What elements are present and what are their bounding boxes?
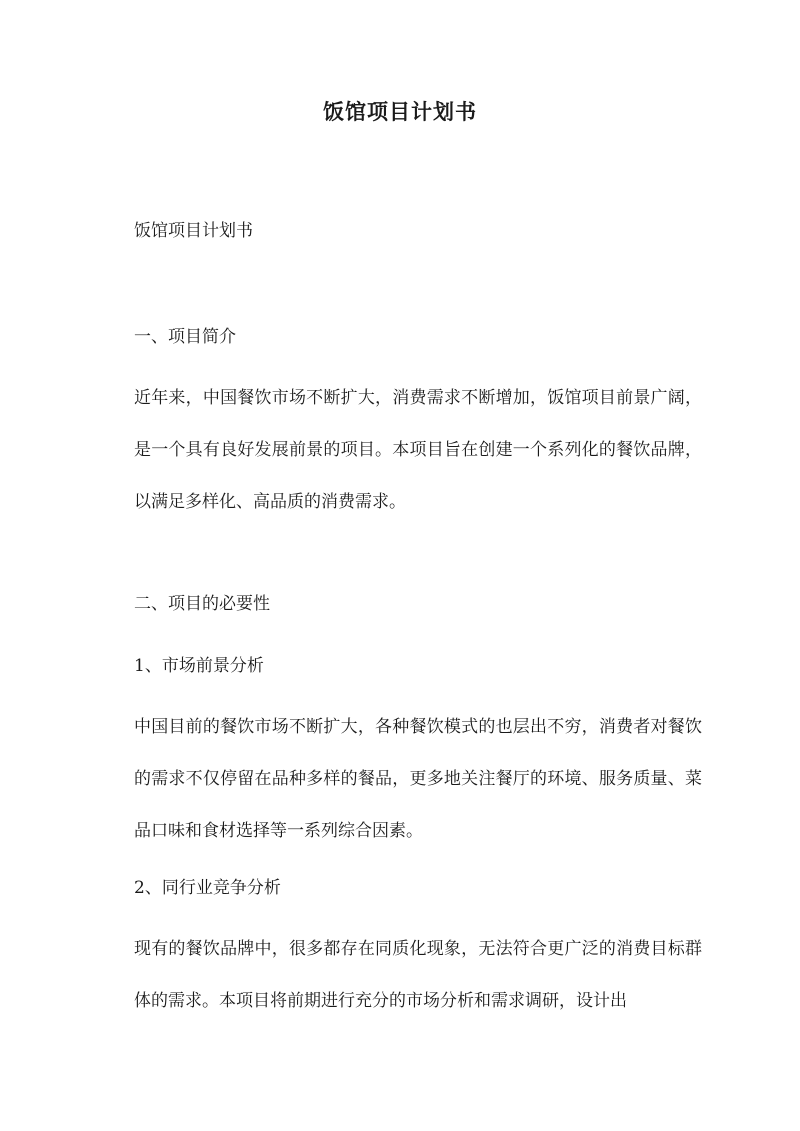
section-heading-intro: 一、项目简介: [134, 327, 236, 347]
document-subtitle: 饭馆项目计划书: [134, 221, 253, 241]
subsection-heading-competition: 2、同行业竞争分析: [134, 878, 281, 898]
subsection-heading-market: 1、市场前景分析: [134, 656, 264, 676]
subsection-paragraph-competition: 现有的餐饮品牌中，很多都存在同质化现象，无法符合更广泛的消费目标群体的需求。本项目将前期进行充分的市场分析和需求调研，设计出: [134, 939, 702, 1011]
section-heading-necessity: 二、项目的必要性: [134, 594, 270, 614]
subsection-paragraph-market: 中国目前的餐饮市场不断扩大，各种餐饮模式的也层出不穷，消费者对餐饮的需求不仅停留在品种多样的餐品，更多地关注餐厅的环境、服务质量、菜品口味和食材选择等一系列综合因素。: [134, 717, 702, 841]
section-paragraph-intro: 近年来，中国餐饮市场不断扩大，消费需求不断增加，饭馆项目前景广阔，是一个具有良好发展前景的项目。本项目旨在创建一个系列化的餐饮品牌，以满足多样化、高品质的消费需求。: [134, 388, 702, 512]
document-title: 饭馆项目计划书: [323, 99, 477, 124]
